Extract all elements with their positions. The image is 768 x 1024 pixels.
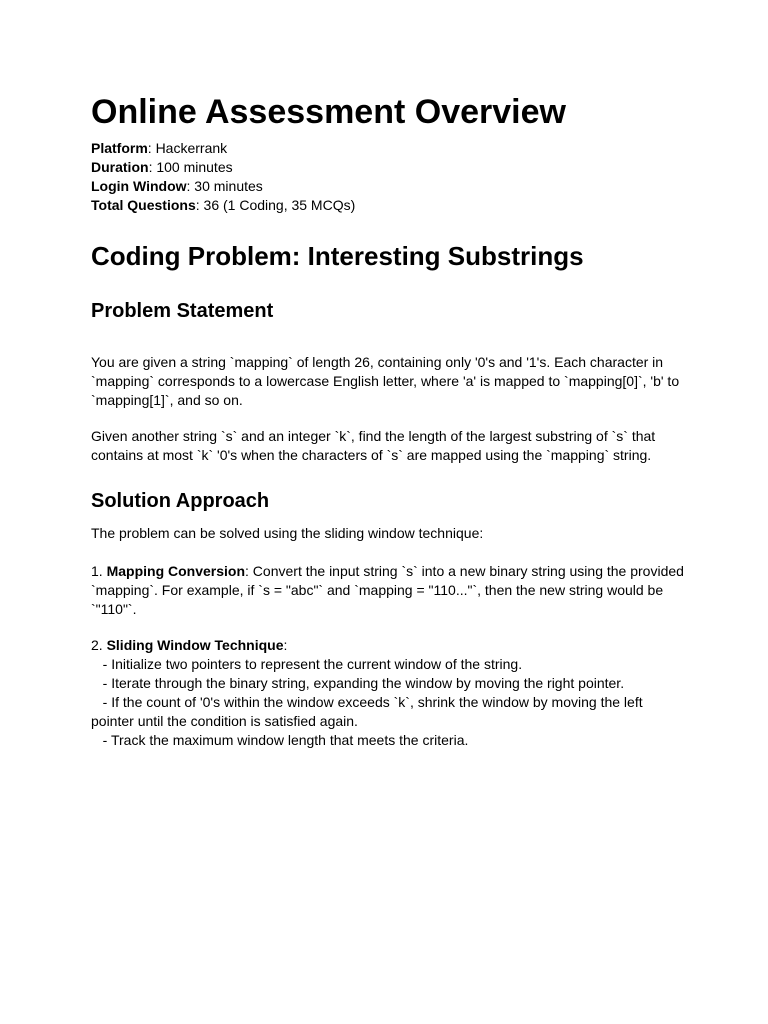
text-line: Given another string `s` and an integer `k`, find the length of the largest substring of `s` that xyxy=(91,428,656,444)
meta-value: : 30 minutes xyxy=(186,178,263,194)
problem-statement-heading: Problem Statement xyxy=(91,300,274,322)
meta-duration xyxy=(91,158,355,177)
text-line xyxy=(91,636,691,655)
step-title: Mapping Conversion xyxy=(106,563,246,579)
meta-label: Total Questions xyxy=(91,197,196,213)
problem-paragraph-1 xyxy=(91,353,691,410)
text-line: `mapping`. For example, if `s = "abc"` and `mapping = "110..."`, then the new string would be xyxy=(91,582,664,598)
problem-paragraph-2 xyxy=(91,427,691,465)
meta-value: : 36 (1 Coding, 35 MCQs) xyxy=(195,197,356,213)
meta-value: : Hackerrank xyxy=(147,140,228,156)
text-line: - Iterate through the binary string, expanding the window by moving the right pointer. xyxy=(91,675,625,691)
text-line xyxy=(91,562,691,581)
text-line: `mapping` corresponds to a lowercase English letter, where 'a' is mapped to `mapping[0]`, 'b' to xyxy=(91,373,680,389)
text-line: `mapping[1]`, and so on. xyxy=(91,392,243,408)
page-title: Online Assessment Overview xyxy=(91,93,566,131)
text-line: You are given a string `mapping` of length 26, containing only '0's and '1's. Each character in xyxy=(91,354,664,370)
coding-problem-heading: Coding Problem: Interesting Substrings xyxy=(91,241,584,271)
step-text: : Convert the input string `s` into a new binary string using the provided xyxy=(245,563,684,579)
solution-approach-heading: Solution Approach xyxy=(91,490,270,512)
meta-login-window xyxy=(91,177,355,196)
solution-step-2 xyxy=(91,636,691,750)
text-line: contains at most `k` '0's when the characters of `s` are mapped using the `mapping` string. xyxy=(91,447,652,463)
text-line: The problem can be solved using the sliding window technique: xyxy=(91,525,484,541)
step-number: 2. xyxy=(91,637,107,653)
step-number: 1. xyxy=(91,563,107,579)
text-line: pointer until the condition is satisfied again. xyxy=(91,713,358,729)
step-title: Sliding Window Technique xyxy=(106,637,284,653)
solution-intro xyxy=(91,524,691,543)
assessment-meta xyxy=(91,139,355,215)
text-line: - Track the maximum window length that meets the criteria. xyxy=(91,732,469,748)
text-line: - Initialize two pointers to represent the current window of the string. xyxy=(91,656,523,672)
meta-label: Login Window xyxy=(91,178,187,194)
text-line: `"110"`. xyxy=(91,601,137,617)
solution-step-1 xyxy=(91,562,691,619)
meta-total-questions xyxy=(91,196,355,215)
meta-value: : 100 minutes xyxy=(148,159,233,175)
meta-label: Duration xyxy=(91,159,149,175)
meta-label: Platform xyxy=(91,140,148,156)
meta-platform xyxy=(91,139,355,158)
text-line: - If the count of '0's within the window exceeds `k`, shrink the window by moving the left xyxy=(91,694,643,710)
step-suffix: : xyxy=(283,637,288,653)
